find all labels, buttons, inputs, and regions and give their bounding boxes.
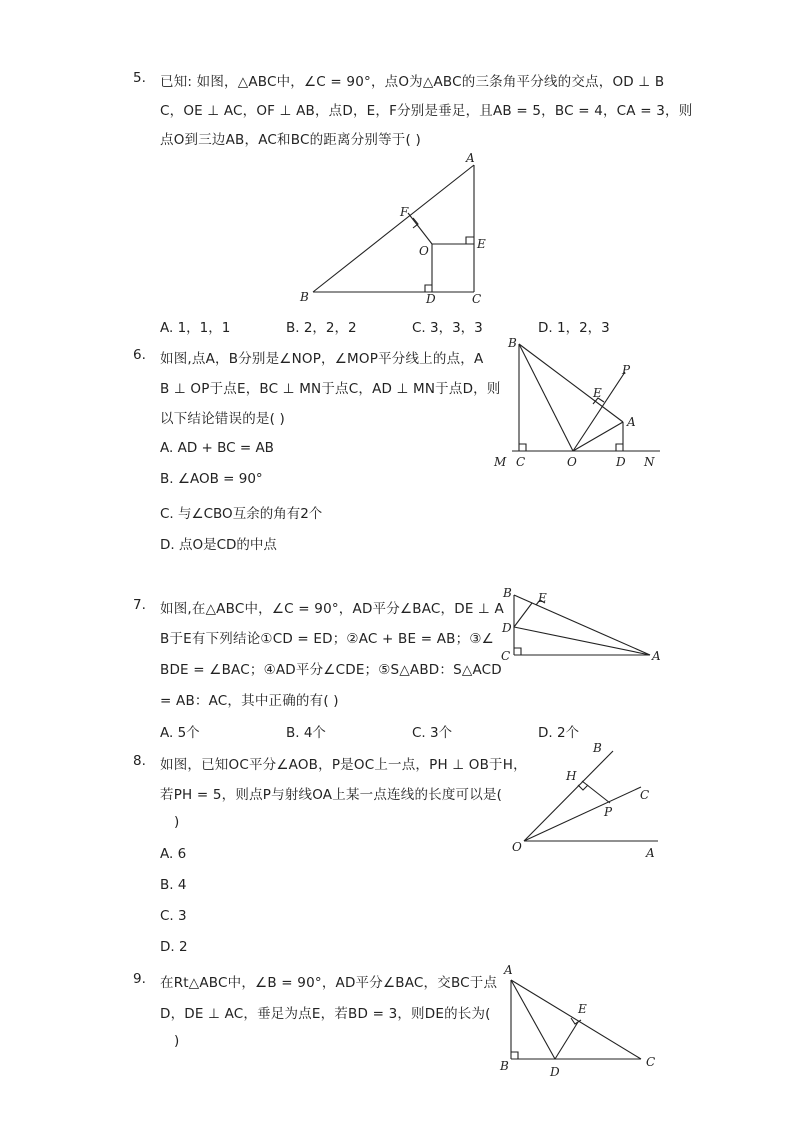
label-A: A — [627, 415, 636, 429]
label-O: O — [419, 244, 429, 258]
label-M: M — [494, 455, 507, 469]
option-b[interactable]: B. 4 — [160, 877, 187, 893]
question-text-line: 如图,在△ABC中，∠C = 90°，AD平分∠BAC，DE ⊥ A — [160, 601, 504, 617]
label-B: B — [500, 1059, 509, 1073]
label-B: B — [503, 586, 512, 600]
label-O: O — [512, 840, 522, 854]
label-C: C — [646, 1055, 656, 1069]
option-a[interactable]: A. AD + BC = AB — [160, 440, 274, 456]
question-text-line: B ⊥ OP于点E，BC ⊥ MN于点C，AD ⊥ MN于点D，则 — [160, 381, 501, 397]
question-text-line: 已知: 如图，△ABC中，∠C = 90°，点O为△ABC的三条角平分线的交点，OD ⊥ B — [160, 74, 665, 90]
option-c[interactable]: C. 3个 — [412, 725, 453, 741]
question-text-line: 以下结论错误的是( ) — [160, 411, 286, 427]
question-text-line: = AB：AC，其中正确的有( ) — [160, 693, 339, 709]
question-number: 8. — [133, 753, 146, 769]
label-C: C — [472, 292, 482, 306]
question-text-line: 点O到三边AB，AC和BC的距离分别等于( ) — [160, 132, 421, 148]
option-d[interactable]: D. 点O是CD的中点 — [160, 537, 277, 553]
label-N: N — [644, 455, 655, 469]
label-D: D — [616, 455, 626, 469]
label-E: E — [578, 1002, 587, 1016]
question-text-line: 如图,点A，B分别是∠NOP，∠MOP平分线上的点，A — [160, 351, 484, 367]
option-b[interactable]: B. ∠AOB = 90° — [160, 471, 263, 487]
label-D: D — [426, 292, 436, 306]
question-number: 5. — [133, 70, 146, 86]
question-text-line: ) — [174, 814, 180, 830]
question-number: 6. — [133, 347, 146, 363]
label-A: A — [504, 963, 513, 977]
option-c[interactable]: C. 与∠CBO互余的角有2个 — [160, 506, 323, 522]
label-B: B — [508, 336, 517, 350]
label-A: A — [466, 151, 475, 165]
label-B: B — [300, 290, 309, 304]
label-O: O — [567, 455, 577, 469]
label-E: E — [477, 237, 486, 251]
question-text-line: 在Rt△ABC中，∠B = 90°，AD平分∠BAC，交BC于点 — [160, 975, 498, 991]
label-H: H — [566, 769, 577, 783]
label-A: A — [646, 846, 655, 860]
label-A: A — [652, 649, 661, 663]
option-c[interactable]: C. 3 — [160, 908, 187, 924]
question-text-line: D，DE ⊥ AC，垂足为点E，若BD = 3，则DE的长为( — [160, 1006, 491, 1022]
label-C: C — [516, 455, 526, 469]
option-b[interactable]: B. 2，2，2 — [286, 320, 357, 336]
label-D: D — [550, 1065, 560, 1079]
label-E: E — [538, 591, 547, 605]
label-C: C — [640, 788, 650, 802]
option-a[interactable]: A. 5个 — [160, 725, 200, 741]
option-c[interactable]: C. 3，3，3 — [412, 320, 483, 336]
option-d[interactable]: D. 1，2，3 — [538, 320, 610, 336]
label-D: D — [502, 621, 512, 635]
question-text-line: 如图，已知OC平分∠AOB，P是OC上一点，PH ⊥ OB于H， — [160, 757, 527, 773]
label-F: F — [400, 205, 409, 219]
question-text-line: BDE = ∠BAC；④AD平分∠CDE；⑤S△ABD：S△ACD — [160, 662, 502, 678]
question-text-line: B于E有下列结论①CD = ED；②AC + BE = AB；③∠ — [160, 631, 494, 647]
label-P: P — [622, 363, 631, 377]
label-B: B — [593, 741, 602, 755]
question-number: 9. — [133, 971, 146, 987]
label-E: E — [593, 386, 602, 400]
option-d[interactable]: D. 2个 — [538, 725, 580, 741]
question-number: 7. — [133, 597, 146, 613]
option-a[interactable]: A. 1，1，1 — [160, 320, 231, 336]
label-C: C — [501, 649, 511, 663]
question-text-line: C，OE ⊥ AC，OF ⊥ AB，点D，E，F分别是垂足，且AB = 5，BC = 4，CA = 3，则 — [160, 103, 693, 119]
question-text-line: 若PH = 5，则点P与射线OA上某一点连线的长度可以是( — [160, 787, 503, 803]
option-a[interactable]: A. 6 — [160, 846, 187, 862]
option-b[interactable]: B. 4个 — [286, 725, 326, 741]
label-P: P — [604, 805, 613, 819]
option-d[interactable]: D. 2 — [160, 939, 188, 955]
question-text-line: ) — [174, 1033, 180, 1049]
